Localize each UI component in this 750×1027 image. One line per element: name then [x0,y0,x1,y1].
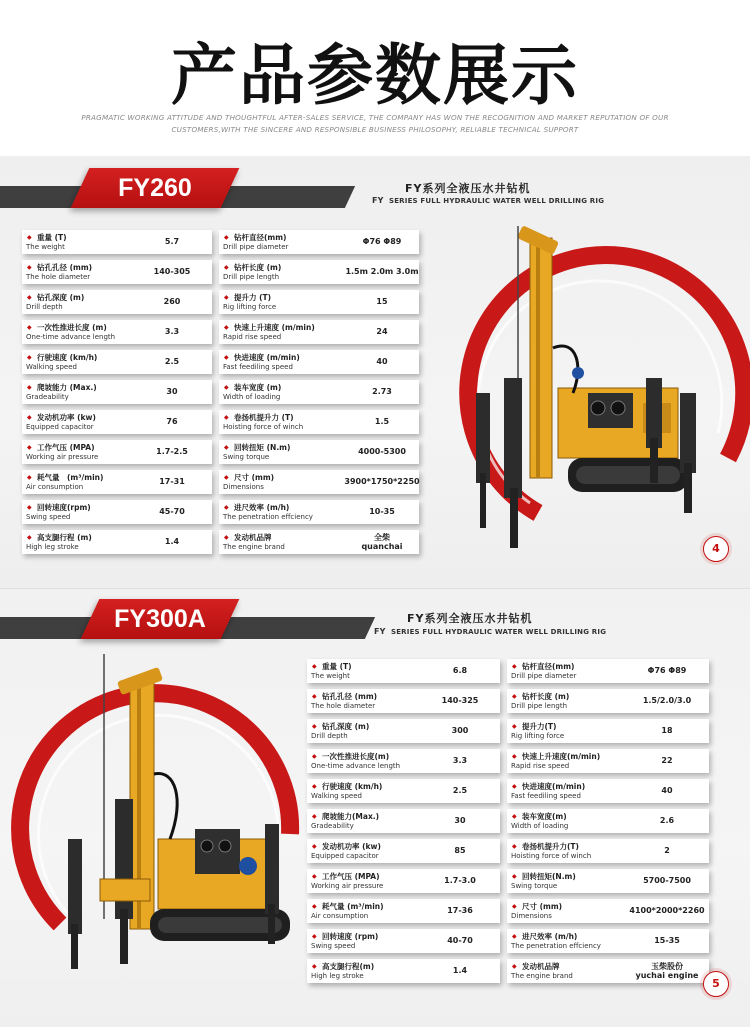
spec-value: 2 [664,846,670,855]
spec-cell [507,959,709,983]
spec-cell [307,929,500,953]
spec-label-cn: 钻孔深度 (m) [37,293,85,302]
spec-cell [22,320,212,344]
bullet-icon: ◆ [512,723,517,730]
bullet-icon: ◆ [27,234,32,241]
spec-cell [22,410,212,434]
spec-value: 1.7-3.0 [444,876,476,885]
spec-label-cn: 钻杆长度 (m) [234,263,282,272]
spec-label-cn: 一次性推进长度 (m) [37,323,107,332]
spec-label-en: The penetration effciency [223,513,313,521]
bullet-icon: ◆ [312,783,317,790]
page-title: 产品参数展示 [171,37,579,114]
series-en-text: SERIES FULL HYDRAULIC WATER WELL DRILLING RIG [390,628,607,636]
spec-label-en: High leg stroke [311,972,364,980]
spec-label-en: Drill pipe length [511,702,568,710]
spec-value-line2: quanchai [361,542,403,551]
spec-cell [219,290,419,314]
spec-label-cn: 快进速度 (m/min) [234,353,300,362]
spec-label-cn: 行驶速度 (km/h) [322,782,383,791]
spec-value: 4100*2000*2260 [629,906,705,915]
spec-value: 17-36 [447,906,473,915]
bullet-icon: ◆ [512,933,517,940]
spec-value: 3.3 [164,327,180,336]
bullet-icon: ◆ [312,723,317,730]
bullet-icon: ◆ [27,384,32,391]
bullet-icon: ◆ [27,534,32,541]
spec-value: 15 [376,297,388,306]
spec-label-en: One-time advance length [26,333,116,341]
spec-cell [22,380,212,404]
spec-value: 10-35 [369,507,395,516]
spec-label-en: One-time advance length [311,762,401,770]
spec-label-cn: 快进速度(m/min) [522,782,586,791]
bullet-icon: ◆ [224,534,229,541]
spec-label-en: The hole diameter [26,273,91,281]
spec-label-en: Drill depth [311,732,348,740]
series-en-prefix: FY [374,627,386,636]
spec-cell [307,689,500,713]
series-title-cn: FY系列全液压水井钻机 [407,612,533,625]
spec-cell [507,689,709,713]
spec-label-en: Drill pipe diameter [511,672,577,680]
spec-label-en: Air consumption [311,912,369,920]
spec-label-en: Equipped capacitor [26,423,94,431]
spec-label-cn: 钻孔深度 (m) [322,722,370,731]
spec-cell [507,719,709,743]
spec-cell [219,380,419,404]
spec-value: 2.73 [372,387,392,396]
spec-label-cn: 卷扬机提升力(T) [522,842,579,851]
spec-value: 1.4 [452,966,468,975]
spec-cell [507,929,709,953]
spec-value: 1.5/2.0/3.0 [642,696,692,705]
bullet-icon: ◆ [27,324,32,331]
page-subtitle: PRAGMATIC WORKING ATTITUDE AND THOUGHTFUL AFTER-SALES SERVICE, THE COMPANY HAS WON THE RECOGNITION AND MARKET REPUTATION OF OUR CUSTOMERS,WITH THE SINCERE AND RESPONSIBLE BUSINESS PHILOSOPHY, RELIABLE TECHNICAL SUPPORT [81,113,669,134]
bullet-icon: ◆ [224,294,229,301]
spec-label-en: Fast feediling speed [511,792,581,800]
spec-label-cn: 发动机功率 (kw) [322,842,381,851]
spec-label-en: Swing speed [311,942,356,950]
bullet-icon: ◆ [27,444,32,451]
bullet-icon: ◆ [27,264,32,271]
spec-label-en: Air consumption [26,483,84,491]
spec-cell [22,260,212,284]
spec-label-en: Hoisting force of winch [223,423,304,431]
model-badge [71,168,240,208]
bullet-icon: ◆ [224,354,229,361]
spec-label-en: Working air pressure [26,453,99,461]
spec-cell [22,230,212,254]
spec-cell [507,899,709,923]
spec-label-en: Width of loading [511,822,569,830]
spec-value: 5.7 [164,237,180,246]
bullet-icon: ◆ [312,873,317,880]
spec-label-cn: 快速上升速度(m/min) [522,752,601,761]
spec-label-en: Fast feediling speed [223,363,293,371]
spec-cell [219,530,419,554]
spec-label-en: Gradeability [311,822,354,830]
series-title-en [374,627,606,636]
spec-label-cn: 钻杆直径(mm) [522,662,575,671]
bullet-icon: ◆ [27,474,32,481]
spec-value: 1.5m 2.0m 3.0m [345,267,419,276]
spec-value: 4000-5300 [358,447,406,456]
spec-label-en: The engine brand [511,972,573,980]
bullet-icon: ◆ [27,414,32,421]
spec-cell [22,290,212,314]
model-name: FY300A [114,605,206,633]
spec-label-en: Rapid rise speed [223,333,282,341]
bullet-icon: ◆ [27,294,32,301]
spec-label-cn: 钻杆长度 (m) [522,692,570,701]
spec-cell [307,779,500,803]
spec-value: 3.3 [452,756,468,765]
spec-label-en: Swing speed [26,513,71,521]
bullet-icon: ◆ [224,504,229,511]
bullet-icon: ◆ [224,414,229,421]
spec-label-cn: 爬坡能力 (Max.) [37,383,97,392]
drilling-rig-illustration [418,218,750,588]
page-number-badge: 4 [703,536,729,562]
spec-label-cn: 工作气压 (MPA) [322,872,380,881]
spec-value [322,530,442,554]
spec-cell [307,899,500,923]
spec-label-cn: 回转扭矩 (N.m) [234,443,291,452]
spec-label-cn: 提升力 (T) [234,293,272,302]
spec-value: 1.7-2.5 [156,447,188,456]
drilling-rig-illustration [0,634,310,1027]
spec-cell [307,659,500,683]
spec-label-cn: 回转扭矩(N.m) [522,872,576,881]
spec-label-en: The hole diameter [311,702,376,710]
spec-cell [507,839,709,863]
spec-cell [307,809,500,833]
spec-cell [219,230,419,254]
spec-label-cn: 重量 (T) [37,233,67,242]
model-badge [81,599,240,639]
spec-value: 30 [166,387,178,396]
spec-label-en: Rapid rise speed [511,762,570,770]
spec-label-cn: 工作气压 (MPA) [37,443,95,452]
spec-label-en: Working air pressure [311,882,384,890]
spec-label-cn: 提升力(T) [522,722,557,731]
spec-cell [22,500,212,524]
spec-label-cn: 进尺效率 (m/h) [522,932,578,941]
bullet-icon: ◆ [224,474,229,481]
spec-label-cn: 高支腿行程 (m) [37,533,92,542]
spec-label-en: Drill depth [26,303,63,311]
spec-cell [219,440,419,464]
spec-label-en: Walking speed [311,792,362,800]
section-fy260 [0,156,750,588]
spec-label-en: Drill pipe length [223,273,280,281]
bullet-icon: ◆ [512,843,517,850]
spec-value: 18 [661,726,673,735]
spec-cell [22,350,212,374]
bullet-icon: ◆ [512,813,517,820]
spec-value-line1: 全柴 [374,533,390,542]
spec-value-line2: yuchai engine [635,971,699,980]
bullet-icon: ◆ [512,873,517,880]
spec-value: Φ76 Φ89 [647,666,687,675]
spec-label-cn: 爬坡能力(Max.) [322,812,380,821]
spec-value: 3900*1750*2250 [344,477,420,486]
spec-label-cn: 一次性推进长度(m) [322,752,390,761]
spec-cell [507,779,709,803]
spec-label-en: Hoisting force of winch [511,852,592,860]
spec-label-cn: 钻杆直径(mm) [234,233,287,242]
spec-label-cn: 卷扬机提升力 (T) [234,413,294,422]
spec-label-en: Dimensions [511,912,552,920]
bullet-icon: ◆ [312,963,317,970]
spec-label-cn: 耗气量 (m³/min) [37,473,104,482]
spec-label-cn: 发动机品牌 [234,533,272,542]
bullet-icon: ◆ [224,234,229,241]
spec-label-cn: 发动机功率 (kw) [37,413,96,422]
bullet-icon: ◆ [312,693,317,700]
spec-cell [22,470,212,494]
spec-value: 140-325 [441,696,479,705]
spec-value: 140-305 [153,267,191,276]
spec-cell [219,410,419,434]
spec-value: 5700-7500 [643,876,691,885]
spec-label-cn: 尺寸 (mm) [522,902,563,911]
bullet-icon: ◆ [312,663,317,670]
spec-cell [219,470,419,494]
bullet-icon: ◆ [512,783,517,790]
model-name: FY260 [118,174,192,202]
spec-label-cn: 尺寸 (mm) [234,473,275,482]
bullet-icon: ◆ [312,843,317,850]
spec-value: 40 [376,357,388,366]
spec-label-cn: 进尺效率 (m/h) [234,503,290,512]
spec-label-en: Walking speed [26,363,77,371]
spec-label-cn: 装车宽度 (m) [234,383,282,392]
spec-value: 30 [454,816,466,825]
spec-label-cn: 回转速度 (rpm) [322,932,379,941]
spec-label-cn: 装车宽度(m) [522,812,567,821]
spec-value: 76 [166,417,178,426]
spec-value: 85 [454,846,466,855]
spec-label-en: The weight [311,672,350,680]
spec-value: 40-70 [447,936,473,945]
bullet-icon: ◆ [224,444,229,451]
bullet-icon: ◆ [224,324,229,331]
spec-value: 22 [661,756,673,765]
bullet-icon: ◆ [224,264,229,271]
spec-value: 24 [376,327,388,336]
spec-label-en: Swing torque [511,882,558,890]
spec-label-cn: 重量 (T) [322,662,352,671]
spec-label-cn: 钻孔孔径 (mm) [322,692,378,701]
spec-label-cn: 耗气量 (m³/min) [322,902,384,911]
series-title-cn: FY系列全液压水井钻机 [405,182,531,195]
section-fy300a [0,588,750,1027]
spec-cell [507,809,709,833]
spec-label-en: Rig lifting force [223,303,277,311]
spec-label-en: Equipped capacitor [311,852,379,860]
spec-cell [307,719,500,743]
series-title-en [372,196,604,205]
spec-label-en: Gradeability [26,393,69,401]
bullet-icon: ◆ [224,384,229,391]
spec-value: 2.5 [452,786,468,795]
spec-label-cn: 发动机品牌 [522,962,560,971]
spec-value: 6.8 [452,666,468,675]
spec-cell [307,839,500,863]
spec-value: 260 [163,297,181,306]
spec-value: 40 [661,786,673,795]
spec-label-en: Dimensions [223,483,264,491]
spec-value: Φ76 Φ89 [362,237,402,246]
spec-label-cn: 快速上升速度 (m/min) [234,323,315,332]
page-number-badge: 5 [703,971,729,997]
spec-value: 1.4 [164,537,180,546]
spec-cell [507,749,709,773]
bullet-icon: ◆ [312,753,317,760]
bullet-icon: ◆ [512,753,517,760]
spec-cell [219,500,419,524]
spec-value: 2.5 [164,357,180,366]
bullet-icon: ◆ [27,504,32,511]
spec-label-en: The penetration effciency [511,942,601,950]
bullet-icon: ◆ [27,354,32,361]
spec-value: 17-31 [159,477,185,486]
bullet-icon: ◆ [312,813,317,820]
spec-cell [22,440,212,464]
spec-label-en: Swing torque [223,453,270,461]
spec-cell [219,320,419,344]
spec-label-en: The weight [26,243,65,251]
bullet-icon: ◆ [312,933,317,940]
spec-value: 300 [451,726,469,735]
spec-cell [307,749,500,773]
spec-cell [219,350,419,374]
spec-label-cn: 回转速度(rpm) [37,503,91,512]
bullet-icon: ◆ [312,903,317,910]
spec-label-en: High leg stroke [26,543,79,551]
spec-label-en: Drill pipe diameter [223,243,289,251]
spec-label-en: Rig lifting force [511,732,565,740]
spec-cell [507,869,709,893]
bullet-icon: ◆ [512,663,517,670]
spec-cell [22,530,212,554]
spec-label-en: The engine brand [223,543,285,551]
spec-cell [507,659,709,683]
spec-value: 2.6 [659,816,675,825]
series-en-prefix: FY [372,196,384,205]
spec-label-cn: 钻孔孔径 (mm) [37,263,93,272]
spec-cell [219,260,419,284]
bullet-icon: ◆ [512,903,517,910]
spec-label-cn: 行驶速度 (km/h) [37,353,98,362]
bullet-icon: ◆ [512,963,517,970]
spec-cell [307,959,500,983]
spec-label-en: Width of loading [223,393,281,401]
spec-label-cn: 高支腿行程(m) [322,962,375,971]
bullet-icon: ◆ [512,693,517,700]
spec-cell [307,869,500,893]
spec-value: 45-70 [159,507,185,516]
spec-value-line1: 玉柴股份 [651,962,683,971]
series-en-text: SERIES FULL HYDRAULIC WATER WELL DRILLING RIG [388,197,605,205]
spec-value: 1.5 [374,417,390,426]
spec-value: 15-35 [654,936,680,945]
